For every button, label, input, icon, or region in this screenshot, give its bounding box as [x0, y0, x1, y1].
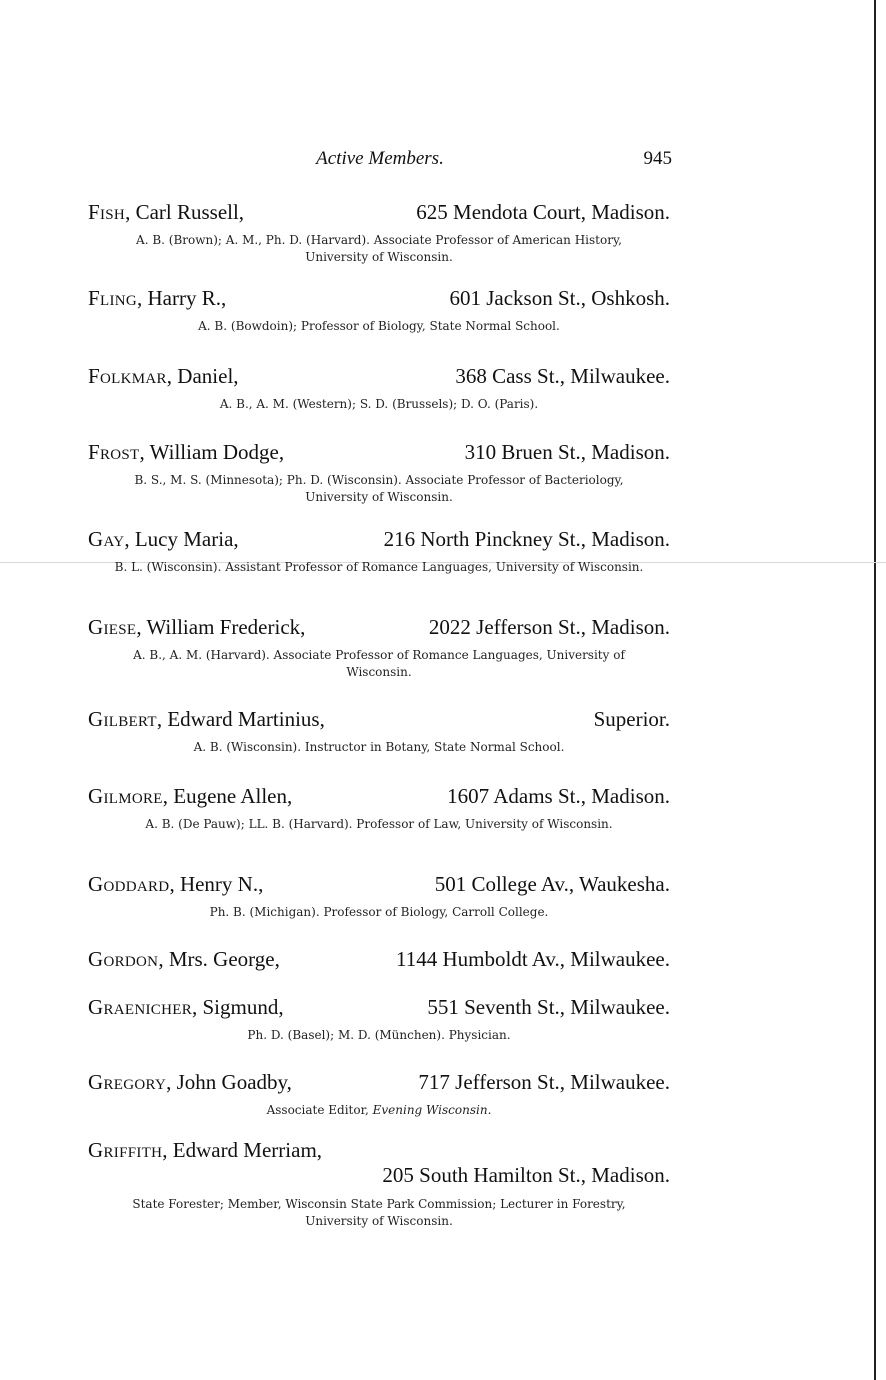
member-given-name: , Edward Merriam, [162, 1138, 323, 1162]
member-address: 2022 Jefferson St., Madison. [428, 615, 670, 639]
member-entry [88, 1070, 670, 1119]
entry-heading [88, 947, 670, 971]
member-details: Ph. B. (Michigan). Professor of Biology, Carroll College. [209, 905, 549, 919]
entry-heading [88, 286, 670, 310]
member-address: 368 Cass St., Milwaukee. [455, 364, 670, 388]
member-surname: Graenicher [88, 995, 192, 1019]
member-surname: Gilmore [88, 784, 163, 808]
entry-heading [88, 1070, 670, 1094]
member-name [88, 527, 239, 551]
entry-heading [88, 872, 670, 896]
member-entry [88, 440, 670, 506]
member-entry [88, 995, 670, 1044]
member-given-name: , Harry R., [137, 286, 227, 310]
member-given-name: , John Goadby, [166, 1070, 292, 1094]
member-details: A. B. (Brown); A. M., Ph. D. (Harvard). Associate Professor of American History, University of Wisconsin. [136, 233, 622, 264]
member-address: 1144 Humboldt Av., Milwaukee. [396, 947, 670, 971]
member-name [88, 1138, 322, 1162]
entry-heading [88, 364, 670, 388]
member-address: 501 College Av., Waukesha. [434, 872, 670, 896]
member-name [88, 364, 239, 388]
member-name [88, 1070, 292, 1094]
entry-heading [88, 527, 670, 551]
member-entry [88, 527, 670, 576]
member-entry [88, 784, 670, 833]
member-entry [88, 1138, 670, 1230]
member-surname: Giese [88, 615, 137, 639]
member-entry [88, 286, 670, 335]
member-name [88, 947, 280, 971]
member-details: A. B., A. M. (Western); S. D. (Brussels); D. O. (Paris). [219, 397, 539, 411]
entry-heading [88, 200, 670, 224]
member-entry [88, 200, 670, 266]
running-head [88, 148, 672, 176]
member-surname: Fish [88, 200, 126, 224]
member-given-name: , Sigmund, [192, 995, 284, 1019]
member-given-name: , Henry N., [169, 872, 264, 896]
entry-heading [88, 615, 670, 639]
details-prefix: Associate Editor, [266, 1103, 373, 1117]
member-name [88, 784, 292, 808]
member-address: 625 Mendota Court, Madison. [416, 200, 670, 224]
member-given-name: , Daniel, [166, 364, 239, 388]
member-entry [88, 872, 670, 921]
member-entry [88, 615, 670, 681]
member-given-name: , William Dodge, [139, 440, 285, 464]
member-surname: Gilbert [88, 707, 157, 731]
member-details: A. B. (De Pauw); LL. B. (Harvard). Professor of Law, University of Wisconsin. [145, 817, 613, 831]
member-given-name: , William Frederick, [136, 615, 306, 639]
page-edge [874, 0, 876, 1380]
member-details: A. B. (Bowdoin); Professor of Biology, State Normal School. [198, 319, 560, 333]
member-address: Superior. [593, 707, 670, 731]
member-name [88, 615, 305, 639]
entry-heading [88, 707, 670, 731]
member-name [88, 707, 325, 731]
member-surname: Gay [88, 527, 125, 551]
entry-heading [88, 440, 670, 464]
member-details: B. S., M. S. (Minnesota); Ph. D. (Wisconsin). Associate Professor of Bacteriology, University of Wisconsin. [134, 473, 624, 504]
member-surname: Fling [88, 286, 138, 310]
member-name [88, 440, 284, 464]
entry-heading [88, 1138, 670, 1162]
member-address: 205 South Hamilton St., Madison. [382, 1163, 670, 1187]
member-details: A. B. (Wisconsin). Instructor in Botany, State Normal School. [193, 740, 565, 754]
page-number: 945 [643, 148, 672, 169]
member-name [88, 872, 263, 896]
member-surname: Griffith [88, 1138, 163, 1162]
member-surname: Frost [88, 440, 140, 464]
member-name [88, 200, 244, 224]
member-address: 551 Seventh St., Milwaukee. [427, 995, 670, 1019]
entry-heading [88, 995, 670, 1019]
member-given-name: , Edward Martinius, [156, 707, 325, 731]
member-details: B. L. (Wisconsin). Assistant Professor of Romance Languages, University of Wisconsin. [114, 560, 644, 574]
member-entry [88, 947, 670, 971]
page-title: Active Members. [316, 148, 444, 169]
member-address: 216 North Pinckney St., Madison. [383, 527, 670, 551]
newspaper-title: Evening Wisconsin. [372, 1103, 492, 1117]
member-name [88, 286, 226, 310]
member-details: A. B., A. M. (Harvard). Associate Professor of Romance Languages, University of Wisconsin. [133, 648, 625, 679]
member-name [88, 995, 284, 1019]
member-surname: Goddard [88, 872, 170, 896]
member-address: 601 Jackson St., Oshkosh. [449, 286, 670, 310]
member-details [109, 1102, 649, 1119]
member-entry [88, 707, 670, 756]
member-surname: Gordon [88, 947, 159, 971]
member-entry [88, 364, 670, 413]
member-address: 717 Jefferson St., Milwaukee. [418, 1070, 670, 1094]
member-given-name: , Mrs. George, [158, 947, 280, 971]
member-address: 310 Bruen St., Madison. [464, 440, 670, 464]
member-given-name: , Eugene Allen, [162, 784, 293, 808]
member-details: State Forester; Member, Wisconsin State Park Commission; Lecturer in Forestry, University of Wisconsin. [132, 1197, 626, 1228]
member-address: 1607 Adams St., Madison. [447, 784, 670, 808]
member-given-name: , Carl Russell, [125, 200, 245, 224]
member-surname: Folkmar [88, 364, 167, 388]
member-details: Ph. D. (Basel); M. D. (München). Physician. [247, 1028, 511, 1042]
entry-heading [88, 784, 670, 808]
member-surname: Gregory [88, 1070, 167, 1094]
member-given-name: , Lucy Maria, [124, 527, 239, 551]
